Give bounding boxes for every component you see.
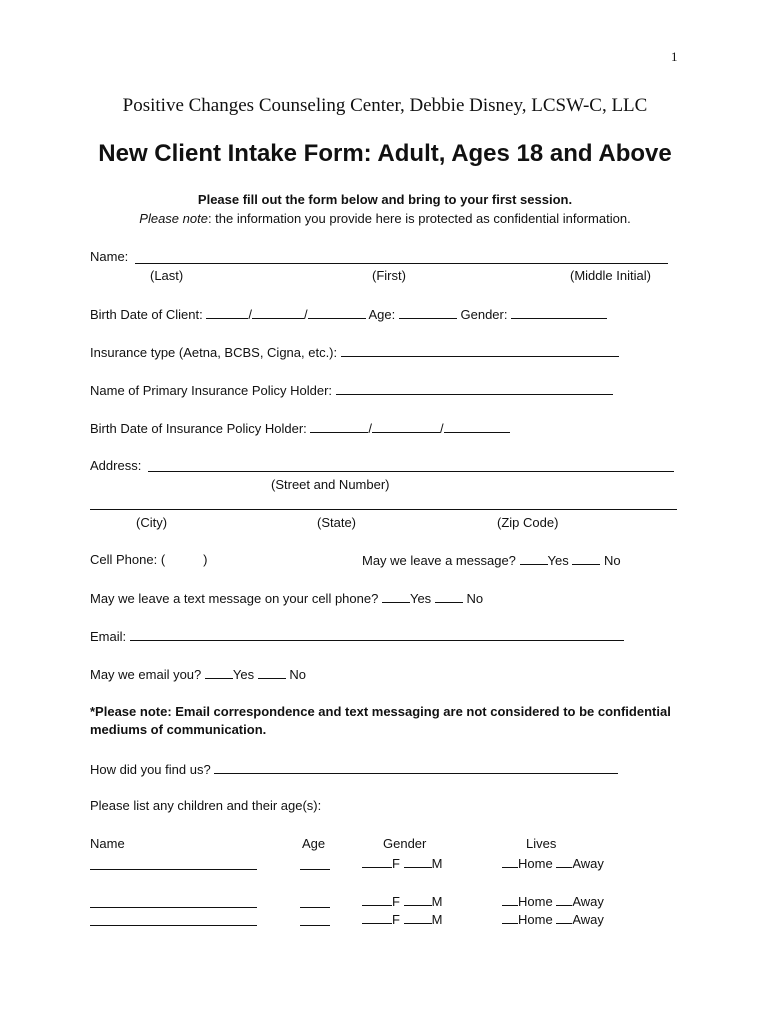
insurance-type-field[interactable] [341, 344, 619, 357]
policy-birth-day-field[interactable] [372, 420, 440, 433]
note-text: : the information you provide here is protected as confidential information. [207, 211, 631, 226]
email-ok-no-field[interactable] [258, 666, 286, 679]
gender-label: Gender: [460, 307, 508, 322]
home-label: Home [518, 912, 553, 927]
child-gender-f-field[interactable] [362, 911, 392, 924]
age-field[interactable] [399, 306, 457, 319]
child-away-field[interactable] [556, 911, 572, 924]
home-label: Home [518, 894, 553, 909]
text-message-yes-field[interactable] [382, 590, 410, 603]
cell-phone-label-open: Cell Phone: ( [90, 552, 166, 567]
gender-f-label: F [392, 856, 400, 871]
leave-message-no-field[interactable] [572, 552, 600, 565]
child-gender-m-field[interactable] [404, 911, 432, 924]
insurance-type-label: Insurance type (Aetna, BCBS, Cigna, etc.): [90, 345, 338, 360]
text-message-row [90, 590, 483, 606]
child-gender-row [362, 893, 442, 909]
address-label: Address: [90, 458, 142, 473]
child-gender-f-field[interactable] [362, 855, 392, 868]
leave-message-question: May we leave a message? [362, 553, 516, 568]
birth-day-field[interactable] [252, 306, 304, 319]
address-city-sub: (City) [136, 515, 168, 530]
children-label: Please list any children and their age(s): [90, 798, 322, 813]
page-title: New Client Intake Form: Adult, Ages 18 and Above [98, 140, 672, 167]
gender-f-label: F [392, 912, 400, 927]
policy-birth-year-field[interactable] [444, 420, 510, 433]
name-field[interactable] [135, 263, 668, 264]
children-header-lives: Lives [526, 836, 557, 851]
email-ok-row [90, 666, 306, 682]
org-header: Positive Changes Counseling Center, Debbie Disney, LCSW-C, LLC [122, 95, 648, 116]
birth-year-field[interactable] [308, 306, 366, 319]
cell-phone-label [90, 552, 208, 567]
child-age-field[interactable] [300, 907, 330, 908]
child-home-field[interactable] [502, 893, 518, 906]
child-gender-f-field[interactable] [362, 893, 392, 906]
gender-m-label: M [431, 856, 443, 871]
date-separator: / [368, 421, 373, 436]
no-label: No [466, 591, 484, 606]
child-gender-row [362, 855, 442, 871]
referral-label: How did you find us? [90, 762, 211, 777]
children-header-name: Name [90, 836, 125, 851]
email-label: Email: [90, 629, 127, 644]
policy-holder-birth-label: Birth Date of Insurance Policy Holder: [90, 421, 307, 436]
insurance-type-row [90, 344, 619, 360]
child-lives-row [502, 911, 604, 927]
leave-message-row [362, 552, 621, 568]
away-label: Away [572, 912, 604, 927]
child-away-field[interactable] [556, 893, 572, 906]
child-name-field[interactable] [90, 925, 257, 926]
policy-holder-label: Name of Primary Insurance Policy Holder: [90, 383, 333, 398]
referral-field[interactable] [214, 761, 618, 774]
email-field[interactable] [130, 628, 624, 641]
date-separator: / [248, 307, 252, 322]
policy-holder-row [90, 382, 613, 398]
child-name-field[interactable] [90, 907, 257, 908]
child-away-field[interactable] [556, 855, 572, 868]
child-gender-m-field[interactable] [404, 893, 432, 906]
page-number: 1 [671, 49, 678, 64]
away-label: Away [572, 856, 604, 871]
confidential-note: *Please note: Email correspondence and text messaging are not considered to be confidential [90, 704, 671, 719]
child-age-field[interactable] [300, 925, 330, 926]
cell-phone-label-close: ) [203, 552, 208, 567]
yes-label: Yes [409, 591, 432, 606]
policy-birth-month-field[interactable] [310, 420, 368, 433]
birth-date-label: Birth Date of Client: [90, 307, 203, 322]
child-gender-row [362, 911, 442, 927]
confidential-note-line2: mediums of communication. [90, 722, 267, 737]
children-header-age: Age [302, 836, 326, 851]
policy-holder-birth-row [90, 420, 510, 436]
children-header-gender: Gender [383, 836, 427, 851]
birth-month-field[interactable] [206, 306, 248, 319]
address-state-sub: (State) [317, 515, 357, 530]
name-sub-first: (First) [372, 268, 406, 283]
child-home-field[interactable] [502, 855, 518, 868]
referral-row [90, 761, 618, 777]
gender-m-label: M [431, 912, 443, 927]
text-message-question: May we leave a text message on your cell phone? [90, 591, 379, 606]
text-message-no-field[interactable] [435, 590, 463, 603]
address-zip-sub: (Zip Code) [497, 515, 559, 530]
date-separator: / [303, 307, 308, 322]
child-name-field[interactable] [90, 869, 257, 870]
address-city-state-zip-field[interactable] [90, 509, 677, 510]
instructions: Please fill out the form below and bring to your first session. [197, 192, 573, 207]
email-ok-question: May we email you? [90, 667, 202, 682]
email-row [90, 628, 624, 644]
email-ok-yes-field[interactable] [205, 666, 233, 679]
name-sub-last: (Last) [150, 268, 184, 283]
birth-date-row [90, 306, 607, 322]
no-label: No [604, 553, 621, 568]
date-separator: / [440, 421, 444, 436]
gender-f-label: F [392, 894, 400, 909]
address-street-sub: (Street and Number) [271, 477, 390, 492]
age-label: Age: [368, 307, 396, 322]
name-sub-middle: (Middle Initial) [570, 268, 651, 283]
gender-m-label: M [431, 894, 443, 909]
home-label: Home [518, 856, 553, 871]
child-home-field[interactable] [502, 911, 518, 924]
child-lives-row [502, 855, 604, 871]
yes-label: Yes [547, 553, 569, 568]
yes-label: Yes [232, 667, 255, 682]
child-age-field[interactable] [300, 869, 330, 870]
policy-holder-field[interactable] [336, 382, 613, 395]
gender-field[interactable] [511, 306, 607, 319]
leave-message-yes-field[interactable] [520, 552, 548, 565]
address-street-field[interactable] [148, 471, 674, 472]
name-label: Name: [90, 249, 129, 264]
child-gender-m-field[interactable] [404, 855, 432, 868]
no-label: No [289, 667, 306, 682]
child-lives-row [502, 893, 604, 909]
note-label: Please note [139, 211, 208, 226]
away-label: Away [572, 894, 604, 909]
confidentiality-note [0, 211, 770, 226]
